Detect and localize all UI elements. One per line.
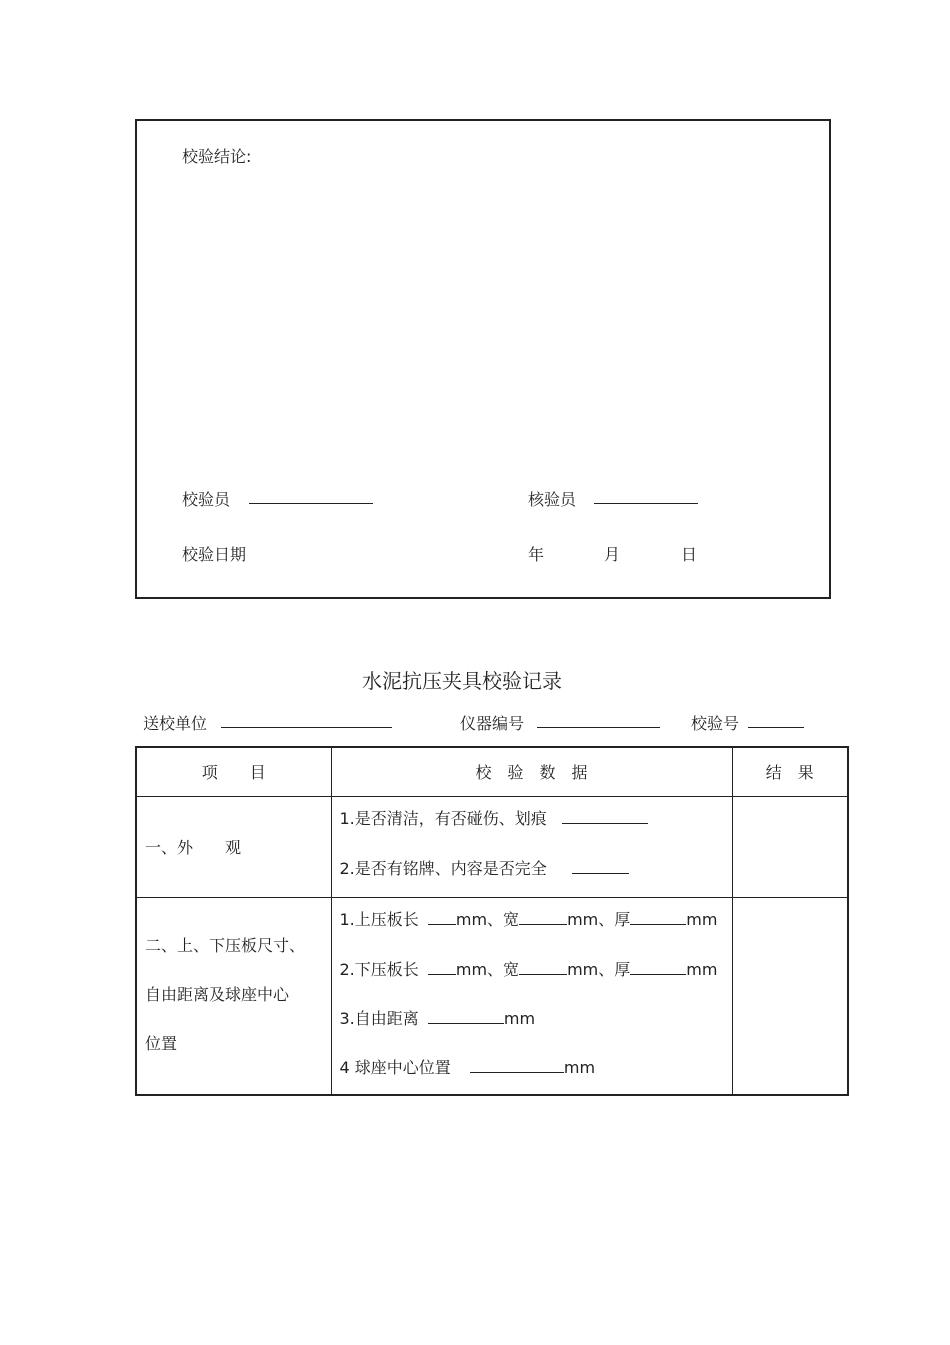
- day-label: 日: [681, 545, 698, 564]
- row2-item-line1: 二、上、下压板尺寸、: [145, 935, 306, 955]
- row2-line1-sep-thick: mm、厚: [567, 909, 631, 929]
- row2-item-cell: [136, 897, 331, 1095]
- row2-line3: [340, 1006, 536, 1029]
- unit-field-line[interactable]: [221, 727, 392, 728]
- row1-line1: [340, 806, 648, 829]
- inspector-label: 校验员: [182, 490, 231, 509]
- month-label: 月: [604, 545, 621, 564]
- date-label: 校验日期: [182, 545, 247, 564]
- row1-result-cell[interactable]: [732, 796, 848, 897]
- check-no-field-line[interactable]: [748, 727, 804, 728]
- year-label: 年: [528, 545, 545, 564]
- inspector-signature-line[interactable]: [249, 503, 373, 504]
- check-no-label: 校验号: [691, 714, 740, 733]
- row2-item-line3: 位置: [145, 1033, 178, 1053]
- row2-line2: [340, 957, 718, 980]
- row2-line2-sep-thick: mm、厚: [567, 959, 631, 979]
- header-item: 项 目: [136, 747, 331, 796]
- row2-line1: [340, 907, 718, 930]
- row1-line1-blank[interactable]: [562, 809, 648, 824]
- row2-line2-sep-width: mm、宽: [455, 959, 520, 979]
- row2-item-line2: 自由距离及球座中心: [145, 984, 290, 1004]
- row1-line2-text: 2.是否有铭牌、内容是否完全: [339, 858, 547, 878]
- row2-result-cell[interactable]: [732, 897, 848, 1095]
- conclusion-box: [135, 119, 831, 599]
- row2-line2-unit: mm: [686, 959, 718, 979]
- row1-item: 一、外 观: [136, 796, 331, 897]
- row1-line1-text: 1.是否清洁，有否碰伤、划痕: [339, 808, 547, 828]
- row2-line3-text: 3.自由距离: [339, 1008, 419, 1028]
- free-distance-blank[interactable]: [428, 1009, 504, 1024]
- row2-line4-unit: mm: [563, 1057, 596, 1077]
- table-row: [136, 897, 848, 1095]
- checker-label: 核验员: [528, 490, 577, 509]
- unit-label: 送校单位: [143, 714, 208, 733]
- checker-signature-line[interactable]: [594, 503, 698, 504]
- row1-line2: [340, 856, 629, 879]
- header-data: 校 验 数 据: [331, 747, 732, 796]
- lower-plate-width-blank[interactable]: [519, 960, 567, 975]
- lower-plate-thickness-blank[interactable]: [630, 960, 686, 975]
- table-header-row: [136, 747, 848, 796]
- instrument-label: 仪器编号: [460, 714, 525, 733]
- row2-line1-unit: mm: [686, 909, 718, 929]
- ball-seat-center-blank[interactable]: [470, 1058, 564, 1073]
- row2-data-cell: [331, 897, 732, 1095]
- record-table: [135, 746, 849, 1096]
- lower-plate-length-blank[interactable]: [428, 960, 456, 975]
- upper-plate-length-blank[interactable]: [428, 910, 456, 925]
- row2-line3-unit: mm: [503, 1008, 536, 1028]
- upper-plate-width-blank[interactable]: [519, 910, 567, 925]
- row2-line4: [340, 1055, 596, 1078]
- header-result: 结 果: [732, 747, 848, 796]
- conclusion-label: 校验结论:: [182, 147, 252, 166]
- row2-line1-text: 1.上压板长: [339, 909, 419, 929]
- row2-line2-text: 2.下压板长: [339, 959, 419, 979]
- row1-data-cell: [331, 796, 732, 897]
- row1-line2-blank[interactable]: [572, 859, 629, 874]
- instrument-field-line[interactable]: [537, 727, 660, 728]
- record-title: 水泥抗压夹具校验记录: [362, 669, 562, 693]
- row2-line4-text: 4 球座中心位置: [339, 1057, 451, 1077]
- row2-line1-sep-width: mm、宽: [455, 909, 520, 929]
- upper-plate-thickness-blank[interactable]: [630, 910, 686, 925]
- table-row: [136, 796, 848, 897]
